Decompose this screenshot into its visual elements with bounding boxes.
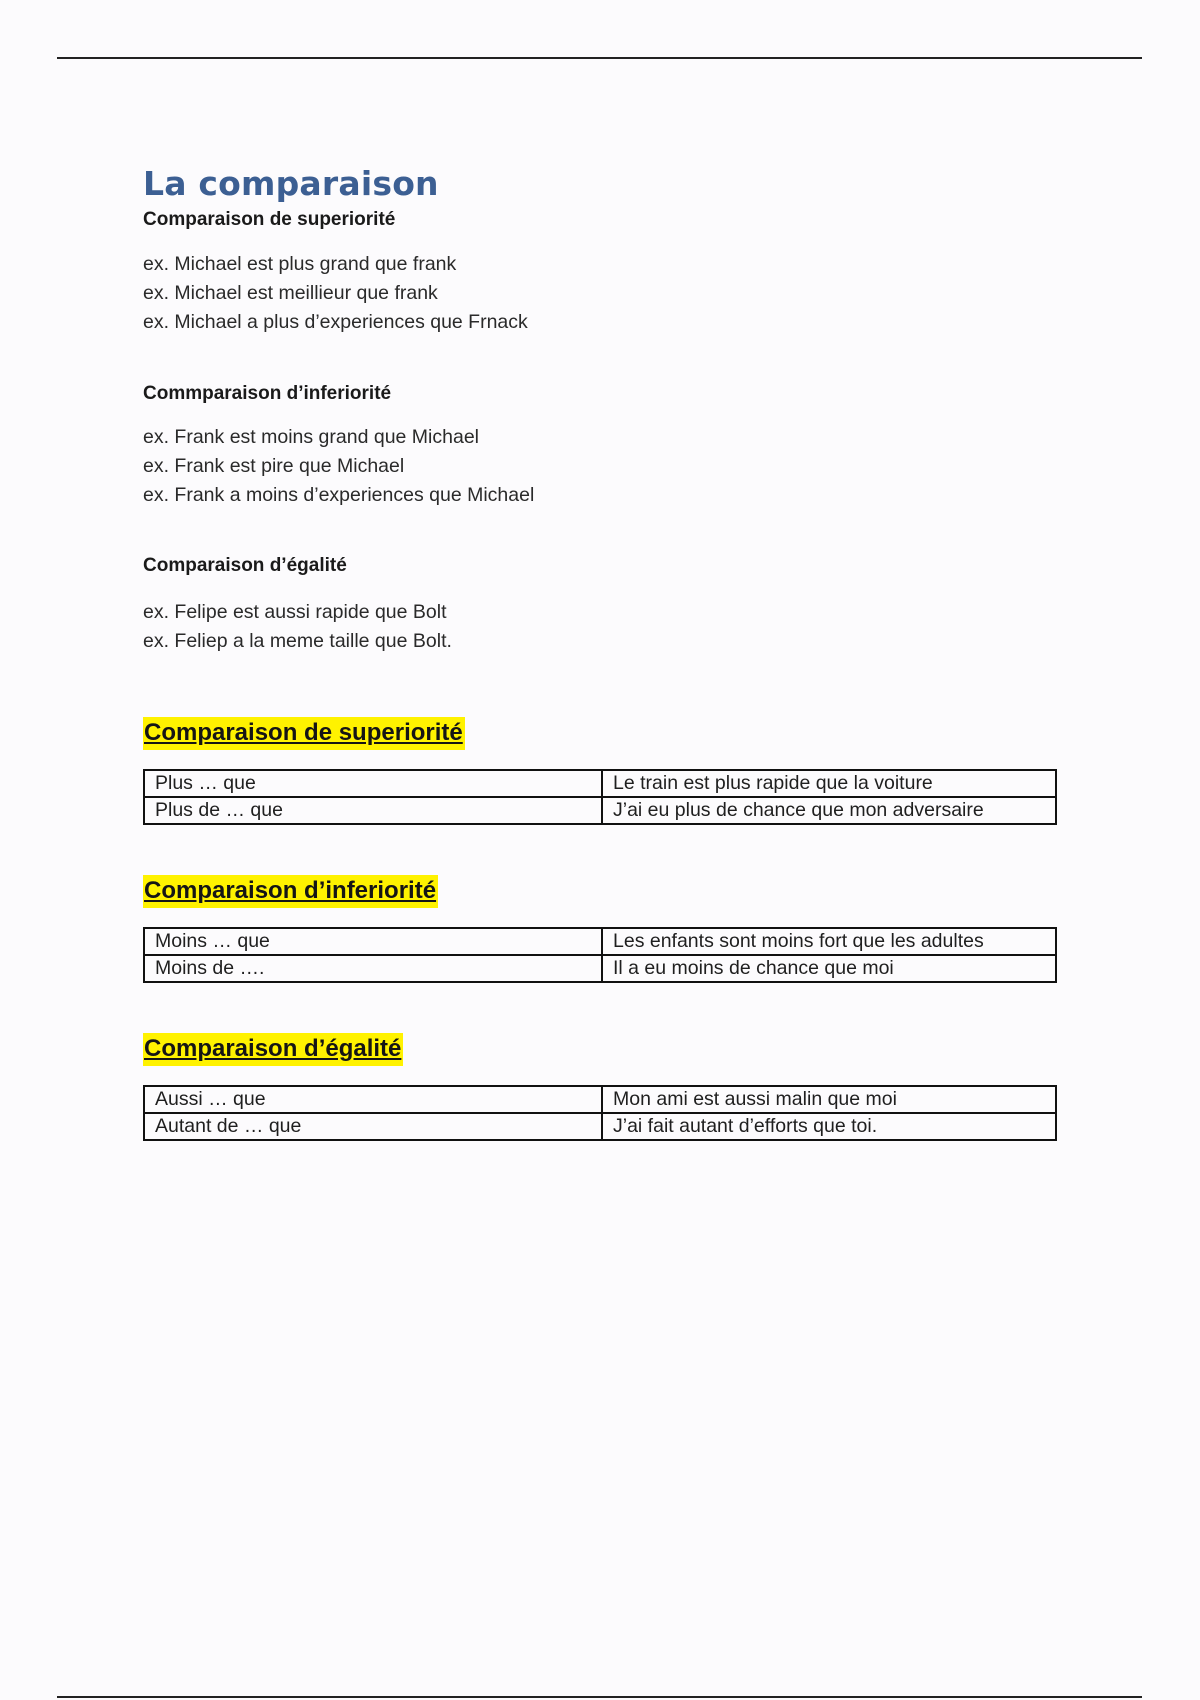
table-cell-structure: Aussi … que [144, 1086, 602, 1113]
section-inferiority [143, 875, 1058, 983]
section-heading: Comparaison d’égalité [143, 1033, 403, 1066]
table-cell-structure: Plus de … que [144, 797, 602, 824]
example-line: ex. Michael est plus grand que frank [143, 253, 457, 275]
example-heading: Comparaison d’égalité [143, 555, 347, 576]
page-title: La comparaison [143, 164, 439, 203]
comparison-table [143, 1085, 1057, 1141]
example-line: ex. Michael est meillieur que frank [143, 282, 438, 304]
table-row [144, 770, 1056, 797]
example-line: ex. Frank est moins grand que Michael [143, 426, 479, 448]
example-line: ex. Frank est pire que Michael [143, 455, 405, 477]
table-cell-structure: Plus … que [144, 770, 602, 797]
document-body [143, 164, 1058, 1141]
table-cell-structure: Moins de …. [144, 955, 602, 982]
table-row [144, 797, 1056, 824]
section-heading: Comparaison d’inferiorité [143, 875, 438, 908]
table-row [144, 1113, 1056, 1140]
table-cell-example: Il a eu moins de chance que moi [602, 955, 1056, 982]
table-cell-structure: Moins … que [144, 928, 602, 955]
comparison-table [143, 927, 1057, 983]
table-cell-example: Le train est plus rapide que la voiture [602, 770, 1056, 797]
table-row [144, 928, 1056, 955]
section-superiority [143, 717, 1058, 825]
example-list [143, 423, 1058, 510]
table-row [144, 955, 1056, 982]
table-cell-example: Mon ami est aussi malin que moi [602, 1086, 1056, 1113]
example-heading: Comparaison de superiorité [143, 209, 396, 230]
example-line: ex. Michael a plus d’experiences que Frnack [143, 311, 528, 333]
header-rule [57, 57, 1142, 59]
example-block-superiority [143, 208, 1058, 337]
footer-rule [57, 1696, 1142, 1698]
section-equality [143, 1033, 1058, 1141]
example-list [143, 250, 1058, 337]
example-line: ex. Frank a moins d’experiences que Michael [143, 484, 535, 506]
table-cell-example: J’ai eu plus de chance que mon adversaire [602, 797, 1056, 824]
example-heading: Commparaison d’inferiorité [143, 383, 392, 404]
table-cell-example: J’ai fait autant d’efforts que toi. [602, 1113, 1056, 1140]
table-row [144, 1086, 1056, 1113]
section-heading: Comparaison de superiorité [143, 717, 465, 750]
example-line: ex. Feliep a la meme taille que Bolt. [143, 630, 452, 652]
example-line: ex. Felipe est aussi rapide que Bolt [143, 601, 447, 623]
comparison-table [143, 769, 1057, 825]
table-cell-example: Les enfants sont moins fort que les adultes [602, 928, 1056, 955]
example-list [143, 598, 1058, 656]
example-block-equality [143, 554, 1058, 656]
table-cell-structure: Autant de … que [144, 1113, 602, 1140]
example-block-inferiority [143, 382, 1058, 510]
